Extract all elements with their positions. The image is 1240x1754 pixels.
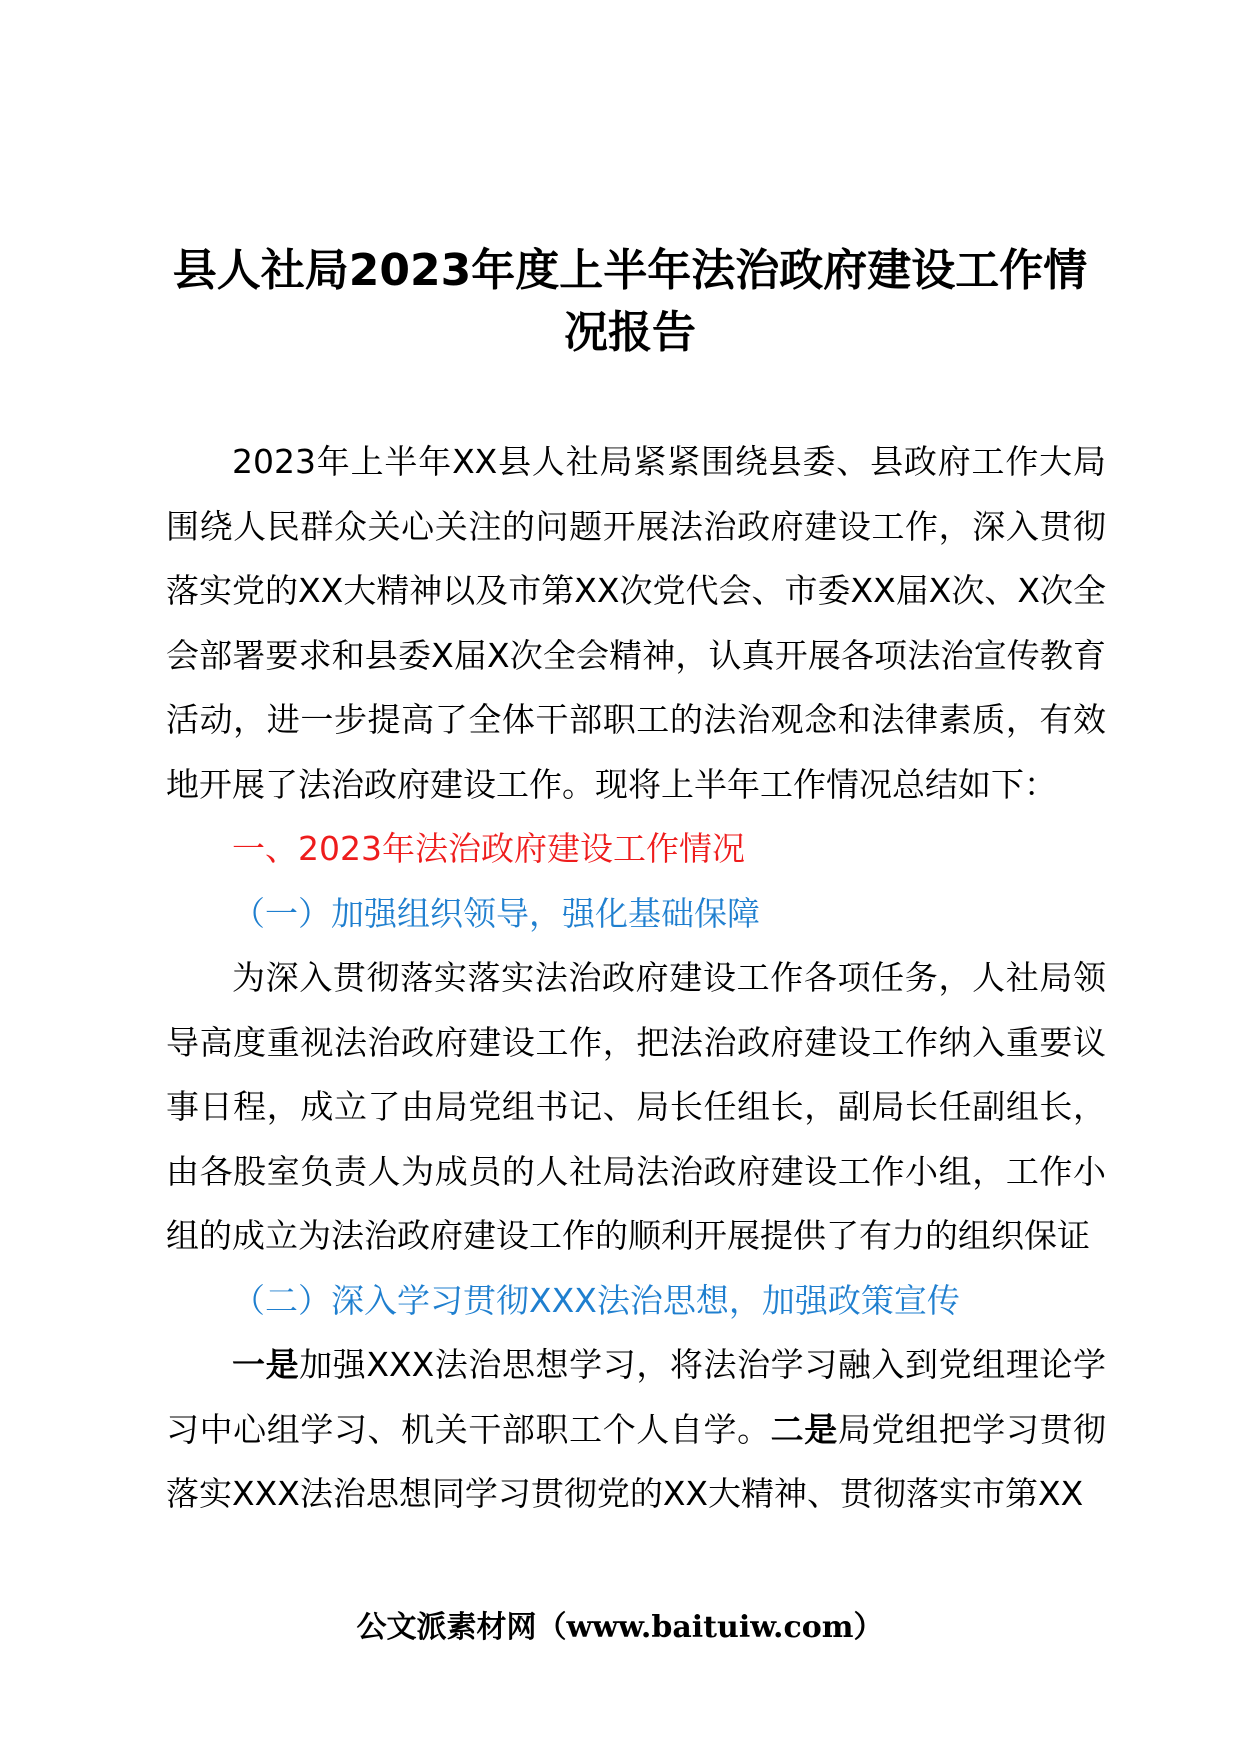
subsection-1-paragraph: 为深入贯彻落实落实法治政府建设工作各项任务，人社局领导高度重视法治政府建设工作，把法治政府建设工作纳入重要议事日程，成立了由局党组书记、局长任组长，副局长任副组长，由各股室负责人为成员的人社局法治政府建设工作小组，工作小组的成立为法治政府建设工作的顺利开展提供了有力的组织保证 bbox=[166, 958, 1106, 1255]
lead-phrase-second: 二是 bbox=[770, 1409, 838, 1449]
subsection-heading-2: （二）深入学习贯彻XXX法治思想，加强政策宣传 bbox=[232, 1280, 960, 1320]
footer-watermark: 公文派素材网（www.baituiw.com） bbox=[356, 1610, 884, 1645]
subsection-2-paragraph bbox=[166, 1333, 1106, 1527]
subsection-2-text-second: 局党组把学习贯彻落实XXX法治思想同学习贯彻党的XX大精神、贯彻落实市第XX bbox=[166, 1409, 1107, 1513]
subsection-2-text-first: 加强XXX法治思想学习，将法治学习融入到党组理论学习中心组学习、机关干部职工个人自学。 bbox=[166, 1345, 1106, 1449]
section-heading-1: 一、2023年法治政府建设工作情况 bbox=[232, 829, 745, 868]
document-body bbox=[166, 430, 1106, 1527]
subsection-heading-1: （一）加强组织领导，强化基础保障 bbox=[232, 893, 760, 933]
lead-phrase-first: 一是 bbox=[232, 1345, 300, 1384]
document-title: 县人社局2023年度上半年法治政府建设工作情况报告 bbox=[172, 245, 1088, 358]
intro-paragraph: 2023年上半年XX县人社局紧紧围绕县委、县政府工作大局围绕人民群众关心关注的问题开展法治政府建设工作，深入贯彻落实党的XX大精神以及市第XX次党代会、市委XX届X次、X次全会部署要求和县委X届X次全会精神，认真开展各项法治宣传教育活动，进一步提高了全体干部职工的法治观念和法律素质，有效地开展了法治政府建设工作。现将上半年工作情况总结如下： bbox=[166, 442, 1106, 804]
